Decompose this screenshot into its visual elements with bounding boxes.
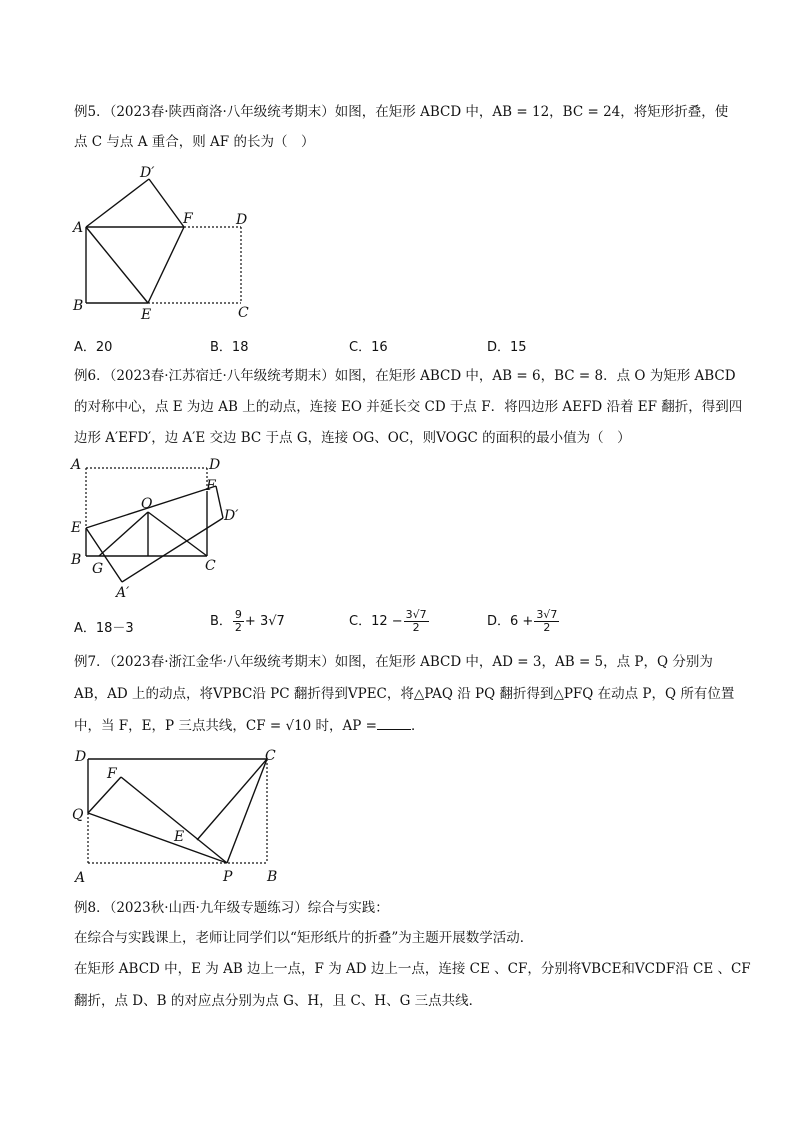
q5-figure [70, 160, 270, 325]
q8-text-line3: 在矩形 ABCD 中，E 为 AB 边上一点，F 为 AD 边上一点，连接 CE 、CF，分别将VBCE和VCDF沿 CE 、CF [74, 961, 751, 977]
q7-text-line2: AB，AD 上的动点，将VPBC沿 PC 翻折得到VPEC，将△PAQ 沿 PQ 翻折得到△PFQ 在动点 P，Q 所有位置 [74, 686, 735, 702]
q7-answer-blank [377, 717, 411, 730]
q7-label-B: B [267, 869, 278, 885]
q8-text-line4: 翻折，点 D、B 的对应点分别为点 G、H，且 C、H、G 三点共线． [74, 993, 483, 1009]
q6-option-a: A．18－3 [74, 621, 134, 636]
q7-label-Q: Q [72, 807, 84, 823]
q8-text-line2: 在综合与实践课上，老师让同学们以“矩形纸片的折叠”为主题开展数学活动． [74, 930, 534, 946]
q5-option-d: D．15 [487, 340, 527, 355]
q6-label-F: F [206, 478, 216, 494]
q7-label-C: C [265, 748, 276, 764]
q5-label-C: C [238, 305, 249, 321]
q5-label-Dprime: D′ [140, 165, 155, 181]
q6-label-B: B [71, 552, 82, 568]
q6-text-line1: 例6．（2023春·江苏宿迁·八年级统考期末）如图，在矩形 ABCD 中，AB = 6，BC = 8．点 O 为矩形 ABCD [74, 368, 736, 384]
q6-label-O: O [141, 496, 153, 512]
q6-label-D: D [209, 457, 221, 473]
q5-label-B: B [73, 298, 84, 314]
q5-label-E: E [141, 307, 152, 323]
q7-figure [66, 742, 296, 888]
q6-option-b: B． $\frac{9}{2}$ + 3√7 [210, 608, 285, 634]
q5-option-c: C．16 [349, 340, 388, 355]
q6-label-G: G [92, 561, 104, 577]
q5-text-line1: 例5．（2023春·陕西商洛·八年级统考期末）如图，在矩形 ABCD 中，AB = 12，BC = 24，将矩形折叠，使 [74, 104, 729, 120]
q5-label-F: F [183, 211, 193, 227]
q6-label-C: C [205, 558, 216, 574]
q8-text-line1: 例8．（2023秋·山西·九年级专题练习）综合与实践： [74, 900, 389, 916]
q7-text-line3: 中，当 F，E，P 三点共线，CF = √10 时，AP = ． [74, 718, 425, 734]
q6-text-line3: 边形 A′EFD′，边 A′E 交边 BC 于点 G，连接 OG、OC，则VOGC 的面积的最小值为（ ） [74, 430, 631, 446]
q7-label-A: A [75, 870, 86, 886]
q6-label-Dprime: D′ [224, 508, 239, 524]
q5-label-D: D [236, 212, 248, 228]
q7-label-F: F [107, 766, 117, 782]
q6-text-line2: 的对称中心，点 E 为边 AB 上的动点，连接 EO 并延长交 CD 于点 F．将四边形 AEFD 沿着 EF 翻折，得到四 [74, 399, 743, 415]
q6-label-Aprime: A′ [116, 585, 130, 601]
q6-option-d: D．6 + $\frac{3√7}{2}$ [487, 608, 558, 634]
q6-figure [66, 452, 256, 602]
q6-option-c: C．12 − $\frac{3√7}{2}$ [349, 608, 427, 634]
q7-label-E: E [174, 829, 185, 845]
q6-label-E: E [71, 520, 82, 536]
q5-label-A: A [73, 220, 84, 236]
q5-option-a: A．20 [74, 340, 113, 355]
q7-label-P: P [223, 869, 233, 885]
q6-label-A: A [71, 457, 82, 473]
q5-text-line2: 点 C 与点 A 重合，则 AF 的长为（ ） [74, 134, 315, 150]
q7-text-line1: 例7．（2023春·浙江金华·八年级统考期末）如图，在矩形 ABCD 中，AD = 3，AB = 5，点 P，Q 分别为 [74, 654, 713, 670]
q5-option-b: B．18 [210, 340, 249, 355]
q7-label-D: D [75, 749, 87, 765]
